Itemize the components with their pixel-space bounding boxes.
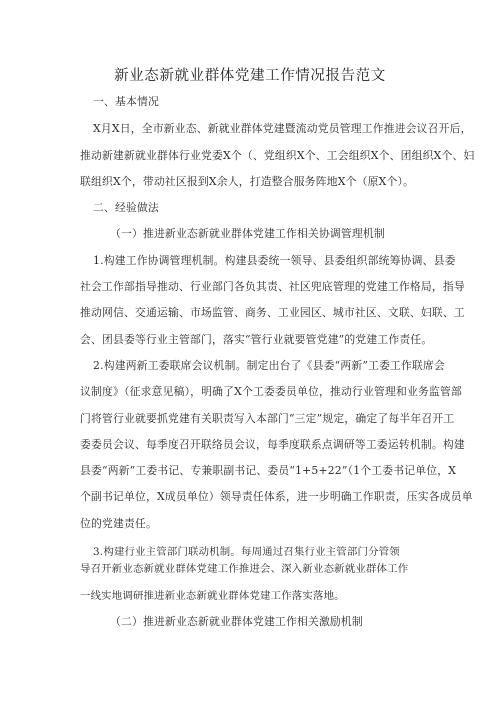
paragraph-line: 个副书记单位，X成员单位）领导责任体系，进一步明确工作职责，压实各成员单 <box>80 490 473 503</box>
paragraph-line: 推动网信、交通运输、市场监管、商务、工业园区、城市社区、文联、妇联、工 <box>80 306 465 319</box>
sub-heading-coordination: （一）推进新业态新就业群体党建工作相关协调管理机制 <box>110 227 385 240</box>
section-heading-basic: 一、基本情况 <box>93 95 159 108</box>
sub-heading-incentive: （二）推进新业态新就业群体党建工作相关激励机制 <box>110 615 363 628</box>
document-title: 新业态新就业群体党建工作情况报告范文 <box>114 68 386 84</box>
paragraph-line: 1.构建工作协调管理机制。构建县委统一领导、县委组织部统筹协调、县委 <box>93 254 456 267</box>
paragraph-line: 2.构建两新工委联席会议机制。制定出台了《县委“两新”工委工作联席会 <box>93 359 446 372</box>
paragraph-line: 社会工作部指导推动、行业部门各负其责、社区兜底管理的党建工作格局，指导 <box>80 280 465 293</box>
paragraph-line: 联组织X个，带动社区报到X余人，打造整合服务阵地X个（原X个）。 <box>80 175 415 188</box>
paragraph-line: 位的党建责任。 <box>80 517 157 530</box>
paragraph-line: X月X日，全市新业态、新就业群体党建暨流动党员管理工作推进会议召开后， <box>93 122 472 135</box>
paragraph-line: 会、团县委等行业主管部门，落实“管行业就要管党建”的党建工作责任。 <box>80 333 433 346</box>
section-heading-experience: 二、经验做法 <box>93 201 159 214</box>
paragraph-line: 议制度》（征求意见稿），明确了X个工委委员单位，推动行业管理和业务监管部 <box>80 385 462 398</box>
paragraph-line: 推动新建新就业群体行业党委X个（、党组织X个、工会组织X个、团组织X个、妇 <box>80 149 475 162</box>
paragraph-line: 一线实地调研推进新业态新就业群体党建工作落实落地。 <box>80 590 345 602</box>
paragraph-line: 县委“两新”工委书记、专兼职副书记、委员“1+5+22”（1个工委书记单位，X <box>80 464 457 477</box>
paragraph-line: 3.构建行业主管部门联动机制。每周通过召集行业主管部门分管领 <box>93 546 400 558</box>
paragraph-line: 导召开新业态新就业群体党建工作推进会、深入新业态新就业群体工作 <box>80 563 409 575</box>
paragraph-line: 门将管行业就要抓党建有关职责写入本部门“三定”规定，确定了每半年召开工 <box>80 412 455 425</box>
paragraph-line: 委委员会议、每季度召开联络员会议，每季度联系点调研等工委运转机制。构建 <box>80 438 465 451</box>
